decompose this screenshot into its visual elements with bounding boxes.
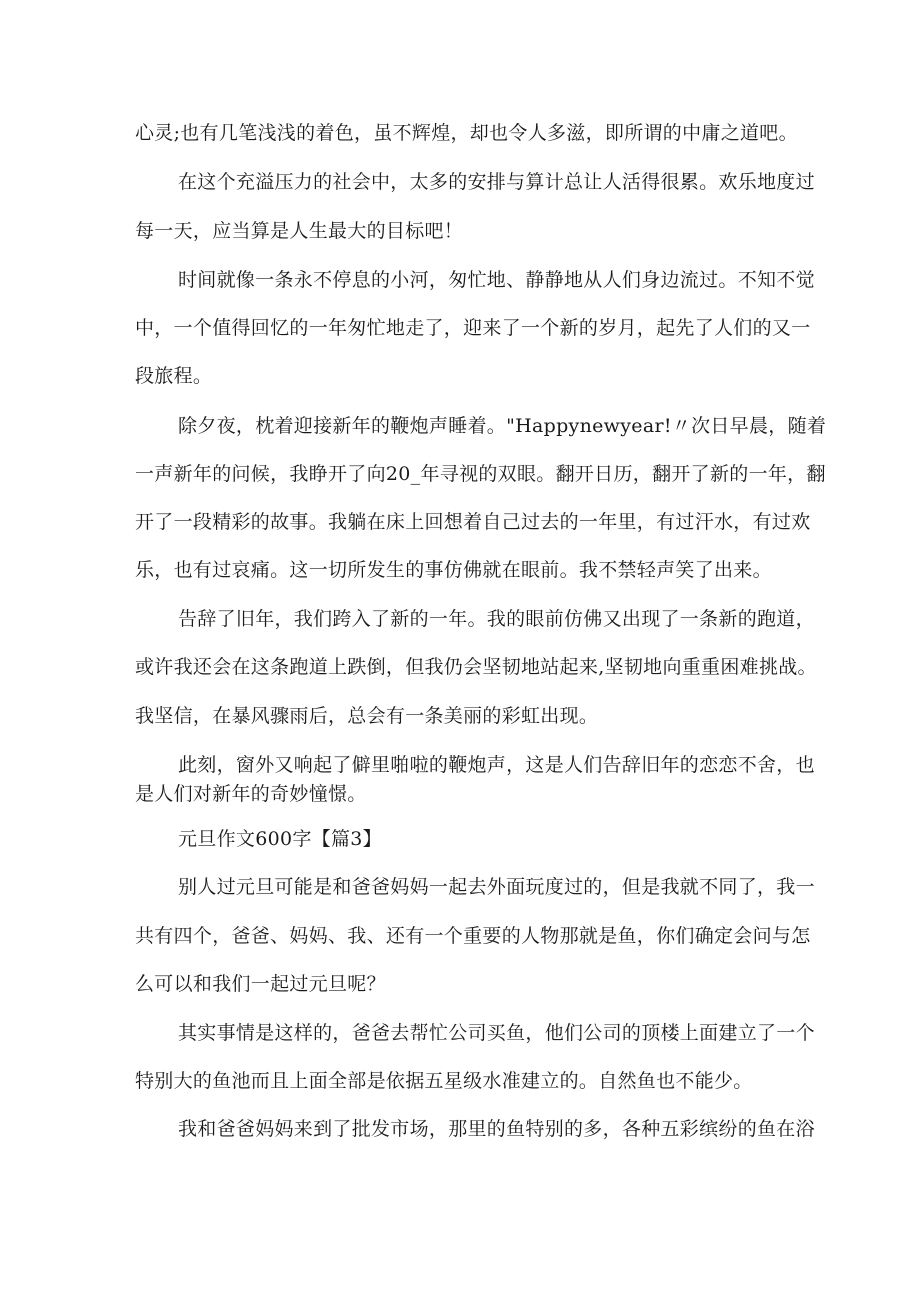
text-line: 其实事情是这样的，爸爸去帮忙公司买鱼，他们公司的顶楼上面建立了一个 [178, 1022, 815, 1044]
text-line: 我和爸爸妈妈来到了批发市场，那里的鱼特别的多，各种五彩缤纷的鱼在浴 [178, 1118, 815, 1140]
text-line: 心灵;也有几笔浅浅的着色，虽不辉煌，却也令人多滋，即所谓的中庸之道吧。 [135, 122, 798, 144]
text-line: 段旅程。 [135, 365, 213, 387]
text-line: 开了一段精彩的故事。我躺在床上回想着自己过去的一年里，有过汗水，有过欢 [135, 511, 811, 533]
text-line: 或许我还会在这条跑道上跌倒，但我仍会坚韧地站起来,坚韧地向重重困难挑战。 [135, 656, 817, 678]
text-line: 除夕夜，枕着迎接新年的鞭炮声睡着。"Happynewyear!〃次日早晨，随着 [178, 415, 827, 437]
text-line: 时间就像一条永不停息的小河，匆忙地、静静地从人们身边流过。不知不觉 [178, 269, 815, 291]
text-line: 我坚信，在暴风骤雨后，总会有一条美丽的彩虹出现。 [135, 705, 599, 727]
text-line: 是人们对新年的奇妙憧憬。 [135, 783, 367, 805]
text-line: 么可以和我们一起过元旦呢？ [135, 973, 386, 995]
text-line: 特别大的鱼池而且上面全部是依据五星级水准建立的。自然鱼也不能少。 [135, 1070, 753, 1092]
text-line: 共有四个，爸爸、妈妈、我、还有一个重要的人物那就是鱼，你们确定会问与怎 [135, 925, 811, 947]
text-line: 告辞了旧年，我们跨入了新的一年。我的眼前仿佛又出现了一条新的跑道， [178, 608, 815, 630]
text-line: 别人过元旦可能是和爸爸妈妈一起去外面玩度过的，但是我就不同了，我一 [178, 876, 815, 898]
text-line: 一声新年的问候，我睁开了向20_年寻视的双眼。翻开日历，翻开了新的一年，翻 [135, 463, 826, 485]
text-line: 中，一个值得回忆的一年匆忙地走了，迎来了一个新的岁月，起先了人们的又一 [135, 317, 811, 339]
section-heading: 元旦作文600字【篇3】 [178, 828, 382, 850]
text-line: 在这个充溢压力的社会中，太多的安排与算计总让人活得很累。欢乐地度过 [178, 171, 815, 193]
text-line: 每一天，应当算是人生最大的目标吧！ [135, 220, 464, 242]
text-line: 乐，也有过哀痛。这一切所发生的事仿佛就在眼前。我不禁轻声笑了出来。 [135, 559, 772, 581]
text-line: 此刻，窗外又响起了僻里啪啦的鞭炮声，这是人们告辞旧年的恋恋不舍，也 [178, 754, 815, 776]
